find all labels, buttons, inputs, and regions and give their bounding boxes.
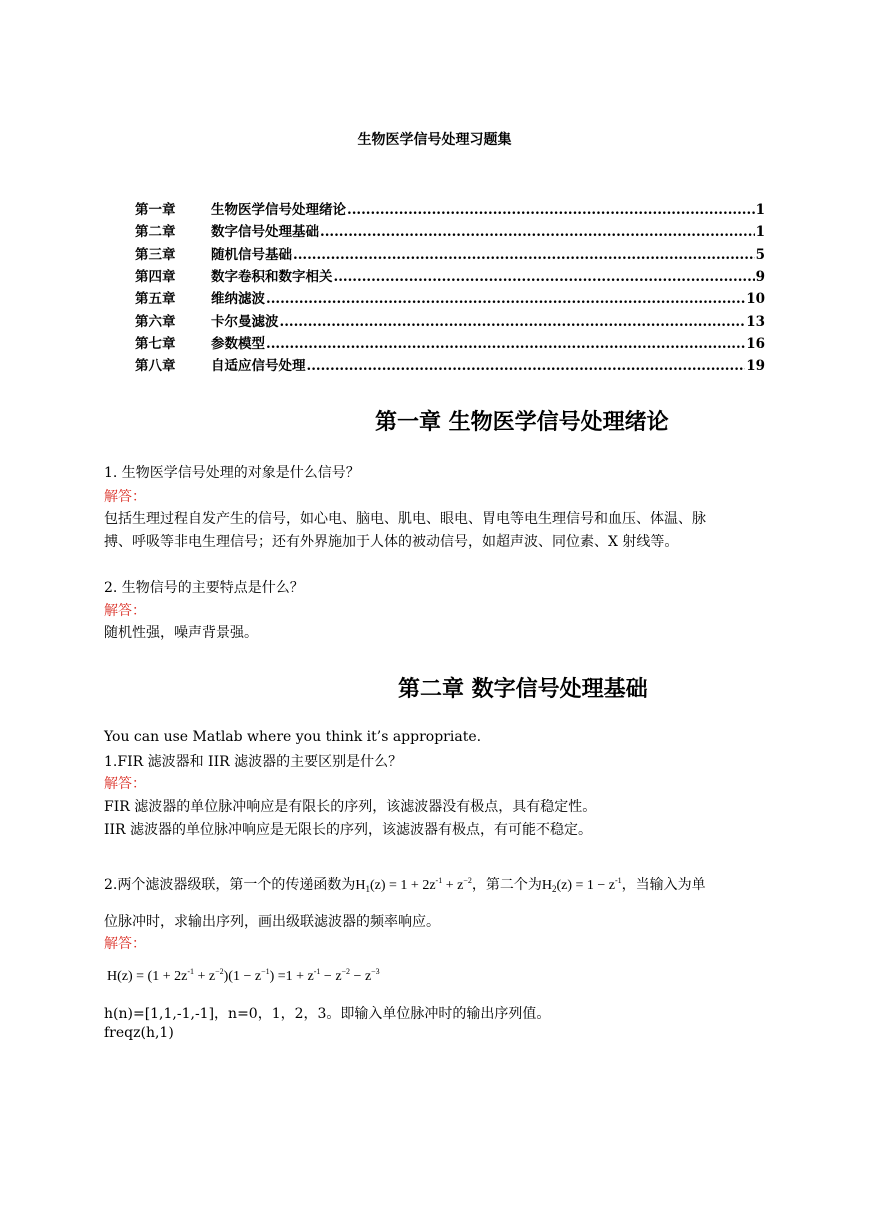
document-title: 生物医学信号处理习题集 bbox=[357, 132, 512, 148]
ch1-answer-1-line-2: 搏、呼吸等非电生理信号；还有外界施加于人体的被动信号，如超声波、同位素、X 射线等。 bbox=[104, 534, 679, 550]
q2-text-part-2: ，第二个为 bbox=[471, 877, 542, 893]
toc-page-number: 10 bbox=[746, 291, 765, 308]
toc-chapter-number: 第七章 bbox=[135, 335, 176, 352]
toc-chapter-number: 第八章 bbox=[135, 358, 176, 375]
chapter-2-heading: 第二章 数字信号处理基础 bbox=[398, 677, 648, 702]
toc-chapter-number: 第六章 bbox=[135, 313, 176, 330]
ch2-question-1: 1.FIR 滤波器和 IIR 滤波器的主要区别是什么？ bbox=[104, 754, 403, 770]
ch1-answer-2-label: 解答： bbox=[104, 603, 146, 619]
ch2-answer-2-label: 解答： bbox=[104, 936, 146, 952]
ch2-question-2-line-1 bbox=[104, 874, 706, 894]
toc-leader-dots bbox=[280, 314, 746, 330]
toc-chapter-name: 自适应信号处理 bbox=[211, 358, 306, 375]
toc-chapter-name: 维纳滤波 bbox=[211, 291, 265, 308]
toc-page-number: 1 bbox=[755, 224, 765, 241]
toc-page-number: 5 bbox=[755, 246, 765, 263]
ch1-answer-1-label: 解答： bbox=[104, 489, 146, 505]
ch1-question-2: 2. 生物信号的主要特点是什么？ bbox=[104, 580, 304, 596]
toc-entry[interactable] bbox=[135, 310, 765, 332]
toc-chapter-name: 随机信号基础 bbox=[211, 246, 292, 263]
ch1-answer-1-line-1: 包括生理过程自发产生的信号，如心电、脑电、肌电、眼电、胃电等电生理信号和血压、体温、脉 bbox=[104, 511, 706, 527]
q2-text-part-3: ，当输入为单 bbox=[621, 877, 706, 893]
chapter-1-heading: 第一章 生物医学信号处理绪论 bbox=[375, 410, 669, 435]
toc-page-number: 13 bbox=[746, 313, 765, 330]
toc-page-number: 19 bbox=[746, 358, 765, 375]
toc-leader-dots bbox=[266, 336, 745, 352]
ch2-intro: You can use Matlab where you think it’s appropriate. bbox=[104, 729, 482, 745]
toc-chapter-name: 卡尔曼滤波 bbox=[211, 313, 279, 330]
toc-entry[interactable] bbox=[135, 332, 765, 354]
toc-leader-dots bbox=[347, 202, 755, 218]
formula-cascade-h: $H(z) = (1 + 2z^{-1} + z^{-2})(1 - z^{-1}) =1 + z^{-1} - z^{-2} - z^{-3}$ bbox=[107, 967, 380, 984]
ch2-answer-1-label: 解答： bbox=[104, 776, 146, 792]
freqz-line: freqz(h,1) bbox=[104, 1025, 174, 1041]
toc-leader-dots bbox=[334, 269, 755, 285]
q2-text-part-1: 2.两个滤波器级联，第一个的传递函数为 bbox=[104, 877, 356, 893]
toc-chapter-name: 数字卷积和数字相关 bbox=[211, 268, 333, 285]
formula-h2: $H_2(z) = 1 - z^{-1}$ bbox=[541, 876, 622, 894]
toc-entry[interactable] bbox=[135, 265, 765, 287]
ch1-answer-2: 随机性强，噪声背景强。 bbox=[104, 625, 258, 641]
toc-leader-dots bbox=[307, 358, 746, 374]
toc-chapter-number: 第二章 bbox=[135, 224, 176, 241]
toc-page-number: 16 bbox=[746, 335, 765, 352]
toc-entry[interactable] bbox=[135, 243, 765, 265]
toc-page-number: 9 bbox=[755, 268, 765, 285]
toc-chapter-number: 第三章 bbox=[135, 246, 176, 263]
ch2-answer-1-line-2: IIR 滤波器的单位脉冲响应是无限长的序列，该滤波器有极点，有可能不稳定。 bbox=[104, 822, 593, 838]
ch2-question-2-line-2: 位脉冲时，求输出序列，画出级联滤波器的频率响应。 bbox=[104, 914, 440, 930]
toc-chapter-number: 第四章 bbox=[135, 268, 176, 285]
toc-entry[interactable] bbox=[135, 220, 765, 242]
toc-chapter-name: 参数模型 bbox=[211, 335, 265, 352]
toc-entry[interactable] bbox=[135, 354, 765, 376]
toc-chapter-number: 第一章 bbox=[135, 202, 176, 218]
ch1-question-1: 1. 生物医学信号处理的对象是什么信号？ bbox=[104, 465, 360, 481]
toc-page-number: 1 bbox=[755, 202, 765, 218]
toc-leader-dots bbox=[320, 224, 755, 240]
toc-chapter-name: 生物医学信号处理绪论 bbox=[211, 202, 346, 218]
impulse-response-line: h(n)=[1,1,-1,-1]，n=0，1，2，3。即输入单位脉冲时的输出序列值。 bbox=[104, 1006, 551, 1022]
toc-entry[interactable] bbox=[135, 198, 765, 220]
toc-leader-dots bbox=[266, 291, 745, 307]
ch2-answer-1-line-1: FIR 滤波器的单位脉冲响应是有限长的序列，该滤波器没有极点，具有稳定性。 bbox=[104, 799, 597, 815]
formula-h1: $H_1(z) = 1 + 2z^{-1} + z^{-2}$ bbox=[355, 876, 472, 894]
toc-chapter-name: 数字信号处理基础 bbox=[211, 224, 319, 241]
toc-entry[interactable] bbox=[135, 287, 765, 309]
toc-leader-dots bbox=[293, 247, 755, 263]
toc-chapter-number: 第五章 bbox=[135, 291, 176, 308]
